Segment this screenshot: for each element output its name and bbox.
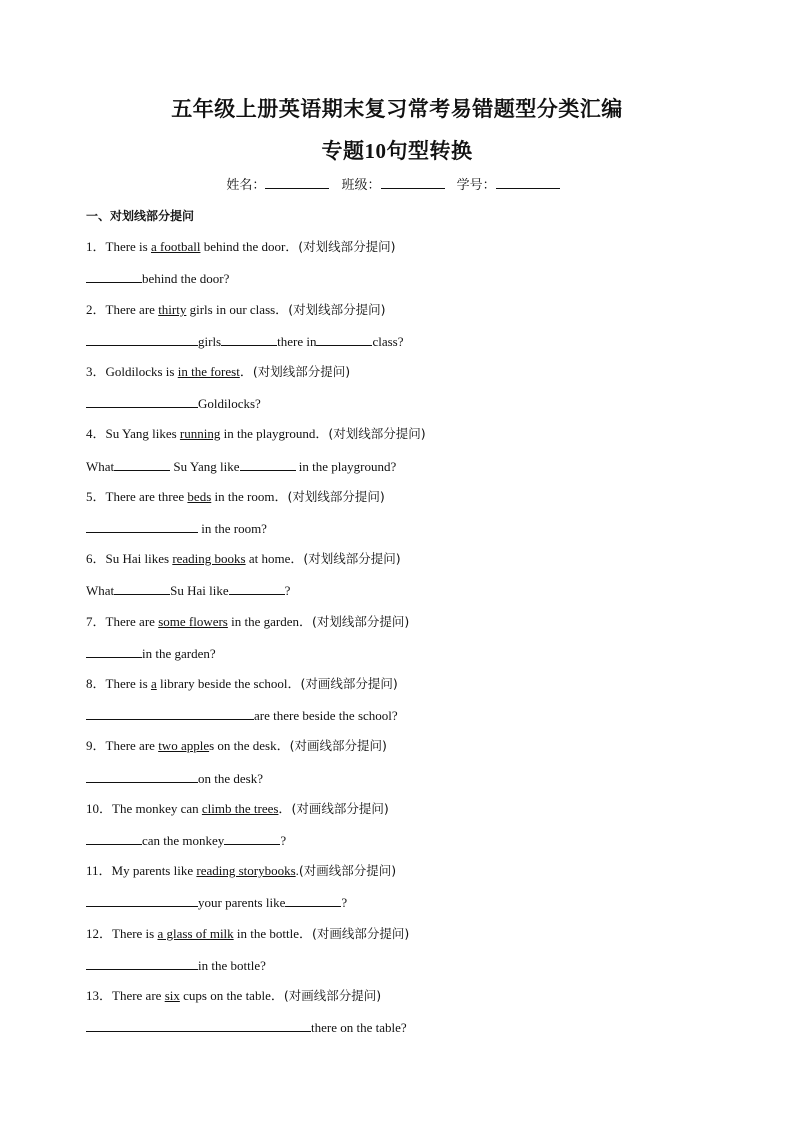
underlined-part: beds: [187, 489, 212, 504]
text-segment: 7．There are: [86, 614, 159, 629]
text-segment: (对画线部分提问): [300, 676, 398, 691]
answer-blank[interactable]: [316, 332, 372, 346]
question-6: [86, 550, 401, 568]
text-segment: on the desk?: [198, 771, 263, 786]
text-segment: cups on the table．: [179, 988, 284, 1003]
text-segment: (对划线部分提问): [288, 302, 386, 317]
answer-blank[interactable]: [86, 644, 142, 658]
worksheet-title: 五年级上册英语期末复习常考易错题型分类汇编: [171, 97, 623, 121]
text-segment: (对画线部分提问): [283, 988, 382, 1003]
question-1: [86, 238, 396, 256]
text-segment: (对划线部分提问): [252, 364, 351, 379]
text-segment: 5．There are three: [86, 489, 188, 504]
underlined-part: climb the trees: [201, 801, 279, 816]
answer-blank[interactable]: [86, 394, 198, 408]
text-segment: are there beside the school?: [254, 708, 398, 723]
text-segment: What: [86, 583, 115, 598]
text-segment: in the room．: [211, 489, 288, 504]
class-label: 班级：: [341, 178, 381, 193]
answer-blank[interactable]: [86, 893, 198, 907]
answer-8: [86, 706, 398, 725]
text-segment: Goldilocks?: [198, 396, 261, 411]
text-segment: there in: [277, 334, 317, 349]
question-10: [86, 800, 389, 818]
text-segment: 3．Goldilocks is: [86, 364, 178, 379]
question-9: [86, 737, 387, 755]
text-segment: in the playground?: [295, 459, 397, 474]
answer-blank[interactable]: [86, 769, 198, 783]
text-segment: girls: [198, 334, 222, 349]
text-segment: 12．There is: [86, 926, 158, 941]
text-segment: class?: [372, 334, 404, 349]
answer-blank[interactable]: [86, 1018, 311, 1032]
text-segment: (对画线部分提问): [291, 801, 389, 816]
question-2: [86, 301, 385, 319]
underlined-part: a football: [150, 239, 201, 254]
question-7: [86, 613, 409, 631]
text-segment: in the bottle．: [233, 926, 313, 941]
question-5: [86, 488, 385, 506]
text-segment: 9．There are: [86, 738, 159, 753]
text-segment: What: [86, 459, 115, 474]
answer-3: [86, 394, 261, 413]
student-info-row: [0, 174, 794, 193]
id-blank[interactable]: [496, 174, 560, 189]
text-segment: 8．There is: [86, 676, 151, 691]
text-segment: 4．Su Yang likes: [86, 426, 180, 441]
text-segment: behind the door?: [142, 271, 230, 286]
text-segment: 2．There are: [86, 302, 159, 317]
text-segment: ?: [280, 833, 287, 848]
text-segment: in the garden．: [227, 614, 312, 629]
answer-6: [86, 581, 290, 600]
text-segment: library beside the school．: [156, 676, 301, 691]
answer-10: [86, 831, 286, 850]
underlined-part: a: [150, 676, 157, 691]
name-label: 姓名：: [226, 178, 266, 193]
answer-11: [86, 893, 347, 912]
text-segment: 13．There are: [86, 988, 165, 1003]
text-segment: in the playground．: [220, 426, 329, 441]
answer-4: [86, 457, 396, 476]
text-segment: s on the desk．: [209, 738, 290, 753]
text-segment: at home．: [245, 551, 304, 566]
text-segment: (对画线部分提问): [298, 863, 397, 878]
text-segment: your parents like: [198, 895, 286, 910]
text-segment: ．: [278, 801, 292, 816]
text-segment: .: [295, 863, 299, 878]
answer-blank[interactable]: [86, 956, 198, 970]
underlined-part: a glass of milk: [157, 926, 234, 941]
text-segment: (对划线部分提问): [287, 489, 385, 504]
answer-5: [86, 519, 267, 538]
text-segment: (对画线部分提问): [289, 738, 387, 753]
underlined-part: reading books: [172, 551, 246, 566]
question-12: [86, 925, 409, 943]
answer-blank[interactable]: [114, 581, 170, 595]
text-segment: 10．The monkey can: [86, 801, 202, 816]
name-blank[interactable]: [265, 174, 329, 189]
text-segment: Su Hai like: [170, 583, 229, 598]
text-segment: (对划线部分提问): [298, 239, 396, 254]
question-4: [86, 425, 426, 443]
answer-7: [86, 644, 216, 663]
answer-blank[interactable]: [86, 706, 254, 720]
worksheet-subtitle: 专题10句型转换: [321, 139, 473, 163]
answer-blank[interactable]: [221, 332, 277, 346]
id-label: 学号：: [456, 178, 496, 193]
answer-blank[interactable]: [86, 269, 142, 283]
answer-blank[interactable]: [240, 457, 296, 471]
answer-blank[interactable]: [114, 457, 170, 471]
underlined-part: two apple: [158, 738, 210, 753]
question-13: [86, 987, 381, 1005]
underlined-part: some flowers: [158, 614, 228, 629]
text-segment: in the garden?: [142, 646, 216, 661]
answer-1: [86, 269, 229, 288]
question-3: [86, 363, 350, 381]
question-11: [86, 862, 396, 880]
text-segment: 1．There is: [86, 239, 151, 254]
answer-blank[interactable]: [229, 581, 285, 595]
underlined-part: in the forest: [177, 364, 240, 379]
class-blank[interactable]: [381, 174, 445, 189]
answer-blank[interactable]: [285, 893, 341, 907]
underlined-part: reading storybooks: [196, 863, 296, 878]
text-segment: can the monkey: [142, 833, 225, 848]
answer-blank[interactable]: [86, 332, 198, 346]
question-8: [86, 675, 398, 693]
text-segment: ．: [239, 364, 253, 379]
answer-13: [86, 1018, 407, 1037]
answer-blank[interactable]: [86, 831, 142, 845]
text-segment: (对划线部分提问): [328, 426, 426, 441]
text-segment: (对划线部分提问): [312, 614, 410, 629]
text-segment: there on the table?: [311, 1020, 407, 1035]
text-segment: ?: [341, 895, 348, 910]
answer-12: [86, 956, 266, 975]
answer-9: [86, 769, 263, 788]
text-segment: 11．My parents like: [86, 863, 197, 878]
text-segment: ?: [284, 583, 291, 598]
underlined-part: thirty: [158, 302, 187, 317]
text-segment: in the room?: [198, 521, 267, 536]
text-segment: behind the door．: [200, 239, 299, 254]
answer-blank[interactable]: [86, 519, 198, 533]
underlined-part: six: [164, 988, 180, 1003]
text-segment: in the bottle?: [198, 958, 266, 973]
answer-blank[interactable]: [224, 831, 280, 845]
text-segment: girls in our class．: [186, 302, 289, 317]
underlined-part: running: [179, 426, 221, 441]
text-segment: Su Yang like: [170, 459, 240, 474]
text-segment: (对画线部分提问): [312, 926, 410, 941]
text-segment: 6．Su Hai likes: [86, 551, 173, 566]
answer-2: [86, 332, 404, 351]
text-segment: (对划线部分提问): [303, 551, 401, 566]
section-heading: 一、对划线部分提问: [86, 209, 195, 223]
